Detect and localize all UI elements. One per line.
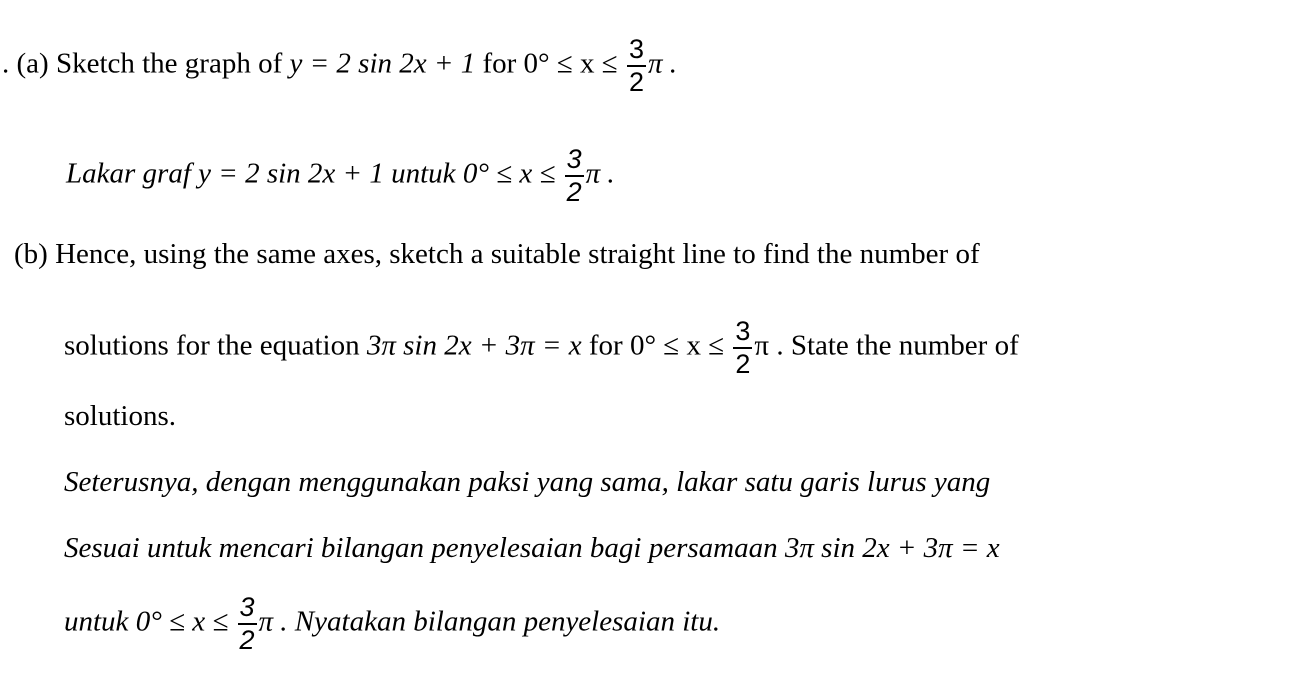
part-b-range-end: π . State the number of bbox=[754, 329, 1019, 362]
part-a-equation: y = 2 sin 2x + 1 bbox=[289, 47, 476, 80]
part-a-ms-untuk: untuk bbox=[383, 157, 463, 190]
part-a-ms-range-end: π . bbox=[585, 157, 615, 190]
part-b-question-line2 bbox=[64, 318, 1019, 378]
part-b-ms-line2-text: Sesuai untuk mencari bilangan penyelesaian bagi persamaan bbox=[64, 532, 785, 564]
part-b-question-line3 bbox=[64, 402, 176, 431]
part-a-ms-equation: y = 2 sin 2x + 1 bbox=[198, 157, 384, 190]
part-a-marker: . (a) bbox=[2, 47, 56, 80]
part-b-line2-text: solutions for the equation bbox=[64, 329, 367, 362]
part-b-marker: (b) bbox=[14, 238, 56, 270]
part-a-ms-text: Lakar graf bbox=[66, 157, 199, 190]
fraction-denominator: 2 bbox=[735, 349, 751, 379]
part-a-text: Sketch the graph of bbox=[55, 47, 290, 80]
part-b-ms-equation: 3π sin 2x + 3π = x bbox=[784, 532, 1000, 564]
fraction-denominator: 2 bbox=[566, 177, 582, 207]
part-a-ms-fraction bbox=[565, 146, 584, 206]
fraction-denominator: 2 bbox=[628, 67, 645, 97]
part-a-ms-range: 0° ≤ x ≤ bbox=[462, 157, 563, 190]
fraction-denominator: 2 bbox=[239, 625, 255, 655]
part-b-fraction bbox=[733, 318, 752, 378]
part-a-fraction bbox=[627, 36, 646, 96]
part-b-ms-line1: Seterusnya, dengan menggunakan paksi yang sama, lakar satu garis lurus yang bbox=[64, 466, 991, 498]
part-a-range: 0° ≤ x ≤ bbox=[523, 47, 625, 80]
part-b-for: for bbox=[581, 329, 630, 362]
part-a-for: for bbox=[475, 47, 524, 80]
part-a-question bbox=[2, 36, 677, 96]
part-a-question-malay bbox=[66, 146, 615, 206]
part-b-ms-range: 0° ≤ x ≤ bbox=[135, 605, 236, 638]
part-b-line3: solutions. bbox=[64, 400, 176, 432]
fraction-numerator: 3 bbox=[733, 318, 752, 349]
part-a-range-end: π . bbox=[648, 47, 678, 80]
part-b-range: 0° ≤ x ≤ bbox=[629, 329, 732, 362]
part-b-question-line1 bbox=[14, 240, 980, 269]
fraction-numerator: 3 bbox=[627, 36, 646, 67]
fraction-numerator: 3 bbox=[238, 594, 257, 625]
part-b-ms-range-end: π . Nyatakan bilangan penyelesaian itu. bbox=[258, 605, 721, 638]
part-b-malay-line3 bbox=[64, 594, 720, 654]
part-b-malay-line1 bbox=[64, 468, 990, 497]
part-b-ms-untuk: untuk bbox=[64, 605, 136, 638]
fraction-numerator: 3 bbox=[565, 146, 584, 177]
part-b-line1: Hence, using the same axes, sketch a suitable straight line to find the number of bbox=[55, 238, 980, 270]
part-b-malay-line2 bbox=[64, 534, 1000, 563]
part-b-ms-fraction bbox=[238, 594, 257, 654]
part-b-equation: 3π sin 2x + 3π = x bbox=[366, 329, 582, 362]
